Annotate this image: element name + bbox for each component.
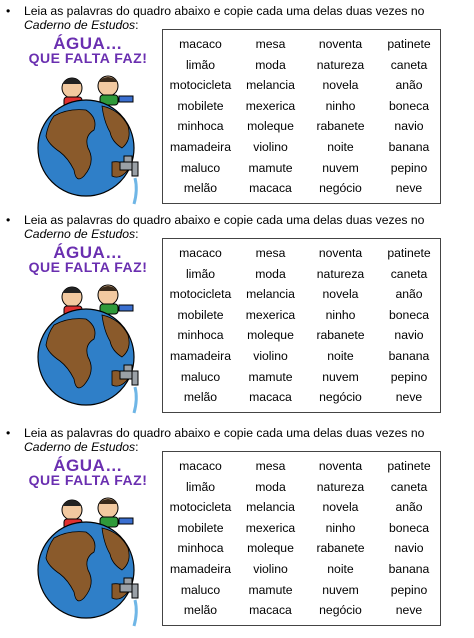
word-cell: violino	[253, 561, 288, 576]
word-cell: banana	[388, 139, 430, 154]
word-cell: mexerica	[245, 307, 296, 322]
bullet: •	[6, 4, 11, 18]
word-cell: motocicleta	[169, 78, 232, 93]
word-table	[162, 29, 441, 204]
word-cell: negócio	[319, 181, 362, 196]
word-cell: anão	[395, 287, 423, 302]
globe-illustration	[24, 275, 152, 415]
word-cell: negócio	[319, 603, 362, 618]
word-cell: mamute	[248, 160, 293, 175]
globe-illustration	[24, 488, 152, 628]
faucet-icon	[120, 578, 138, 626]
word-cell: mamadeira	[170, 561, 231, 576]
word-cell: neve	[395, 181, 423, 196]
word-cell: patinete	[387, 459, 431, 473]
word-cell: macaco	[179, 459, 222, 473]
word-grid	[163, 456, 440, 621]
poster-title-line2: QUE FALTA FAZ!	[28, 472, 148, 488]
word-cell: pepino	[390, 160, 428, 175]
word-cell: caneta	[390, 266, 428, 281]
word-grid	[163, 34, 440, 199]
word-cell: melancia	[246, 500, 295, 515]
word-cell: neve	[395, 390, 423, 405]
word-cell: natureza	[316, 266, 365, 281]
globe-icon	[38, 100, 134, 196]
word-cell: minhoca	[177, 328, 224, 343]
word-cell: mamute	[248, 369, 293, 384]
word-cell: anão	[395, 78, 423, 93]
word-cell: moda	[255, 266, 286, 281]
word-cell: nuvem	[322, 582, 359, 597]
globe-icon	[38, 522, 134, 618]
word-cell: moleque	[247, 328, 294, 343]
word-cell: mobilete	[177, 98, 224, 113]
word-cell: limão	[185, 57, 216, 72]
word-cell: limão	[185, 479, 216, 494]
word-cell: moleque	[247, 541, 294, 556]
word-cell: ninho	[325, 307, 356, 322]
word-cell: mesa	[255, 37, 286, 51]
instruction	[6, 213, 468, 241]
word-cell: natureza	[316, 479, 365, 494]
word-cell: banana	[388, 561, 430, 576]
word-cell: melão	[183, 603, 218, 618]
poster-figure	[24, 243, 152, 413]
instruction	[6, 426, 468, 454]
word-cell: mobilete	[177, 520, 224, 535]
word-cell: melão	[183, 181, 218, 196]
word-cell: mexerica	[245, 520, 296, 535]
word-cell: mesa	[255, 246, 286, 260]
instruction-italic: Caderno de Estudos	[24, 18, 136, 32]
word-grid	[163, 243, 440, 408]
exercise-section	[0, 0, 474, 210]
word-cell: minhoca	[177, 119, 224, 134]
word-cell: limão	[185, 266, 216, 281]
instruction-text: Leia as palavras do quadro abaixo e copie cada uma delas duas vezes no Caderno de Estudos:	[24, 426, 425, 454]
instruction-text: Leia as palavras do quadro abaixo e copie cada uma delas duas vezes no Caderno de Estudos:	[24, 213, 425, 241]
instruction-text: Leia as palavras do quadro abaixo e copie cada uma delas duas vezes no Caderno de Estudos:	[24, 4, 425, 32]
poster-title-line2: QUE FALTA FAZ!	[28, 259, 148, 275]
word-cell: pepino	[390, 582, 428, 597]
word-cell: mobilete	[177, 307, 224, 322]
word-cell: ninho	[325, 520, 356, 535]
word-cell: moleque	[247, 119, 294, 134]
word-cell: navio	[394, 541, 424, 556]
word-cell: boneca	[389, 98, 429, 113]
word-cell: rabanete	[316, 541, 365, 556]
word-cell: mamadeira	[170, 139, 231, 154]
poster-title-line1: ÁGUA…	[53, 456, 123, 475]
instruction-italic: Caderno de Estudos	[24, 440, 136, 454]
word-cell: boneca	[389, 307, 429, 322]
word-cell: rabanete	[316, 328, 365, 343]
word-cell: noite	[327, 139, 354, 154]
word-cell: novela	[322, 78, 359, 93]
word-cell: melão	[183, 390, 218, 405]
word-cell: moda	[255, 479, 286, 494]
word-cell: caneta	[390, 479, 428, 494]
word-cell: novela	[322, 287, 359, 302]
word-cell: maluco	[180, 369, 221, 384]
word-cell: novela	[322, 500, 359, 515]
word-cell: moda	[255, 57, 286, 72]
globe-illustration	[24, 66, 152, 206]
poster-figure	[24, 34, 152, 204]
word-cell: violino	[253, 348, 288, 363]
faucet-icon	[120, 156, 138, 204]
word-cell: pepino	[390, 369, 428, 384]
word-cell: melancia	[246, 78, 295, 93]
word-cell: caneta	[390, 57, 428, 72]
bullet: •	[6, 213, 11, 227]
word-cell: minhoca	[177, 541, 224, 556]
word-cell: navio	[394, 328, 424, 343]
word-cell: macaca	[249, 390, 292, 405]
word-cell: noventa	[318, 246, 363, 260]
word-cell: ninho	[325, 98, 356, 113]
word-cell: mamute	[248, 582, 293, 597]
word-cell: patinete	[387, 246, 431, 260]
word-cell: motocicleta	[169, 500, 232, 515]
word-table	[162, 451, 441, 626]
word-cell: nuvem	[322, 160, 359, 175]
word-cell: neve	[395, 603, 423, 618]
word-table	[162, 238, 441, 413]
poster-figure	[24, 456, 152, 626]
word-cell: macaco	[179, 246, 222, 260]
word-cell: noite	[327, 348, 354, 363]
word-cell: banana	[388, 348, 430, 363]
word-cell: noventa	[318, 37, 363, 51]
word-cell: patinete	[387, 37, 431, 51]
word-cell: motocicleta	[169, 287, 232, 302]
word-cell: boneca	[389, 520, 429, 535]
word-cell: mexerica	[245, 98, 296, 113]
bullet: •	[6, 426, 11, 440]
word-cell: melancia	[246, 287, 295, 302]
word-cell: maluco	[180, 582, 221, 597]
globe-icon	[38, 309, 134, 405]
word-cell: violino	[253, 139, 288, 154]
word-cell: navio	[394, 119, 424, 134]
instruction-italic: Caderno de Estudos	[24, 227, 136, 241]
exercise-section	[0, 209, 474, 419]
word-cell: macaco	[179, 37, 222, 51]
exercise-section	[0, 422, 474, 632]
faucet-icon	[120, 365, 138, 413]
poster-title-line1: ÁGUA…	[53, 243, 123, 262]
word-cell: rabanete	[316, 119, 365, 134]
word-cell: natureza	[316, 57, 365, 72]
word-cell: mamadeira	[170, 348, 231, 363]
word-cell: macaca	[249, 603, 292, 618]
instruction	[6, 4, 468, 32]
poster-title-line1: ÁGUA…	[53, 34, 123, 53]
word-cell: macaca	[249, 181, 292, 196]
poster-title-line2: QUE FALTA FAZ!	[28, 50, 148, 66]
word-cell: negócio	[319, 390, 362, 405]
word-cell: mesa	[255, 459, 286, 473]
word-cell: maluco	[180, 160, 221, 175]
word-cell: anão	[395, 500, 423, 515]
word-cell: nuvem	[322, 369, 359, 384]
word-cell: noventa	[318, 459, 363, 473]
word-cell: noite	[327, 561, 354, 576]
